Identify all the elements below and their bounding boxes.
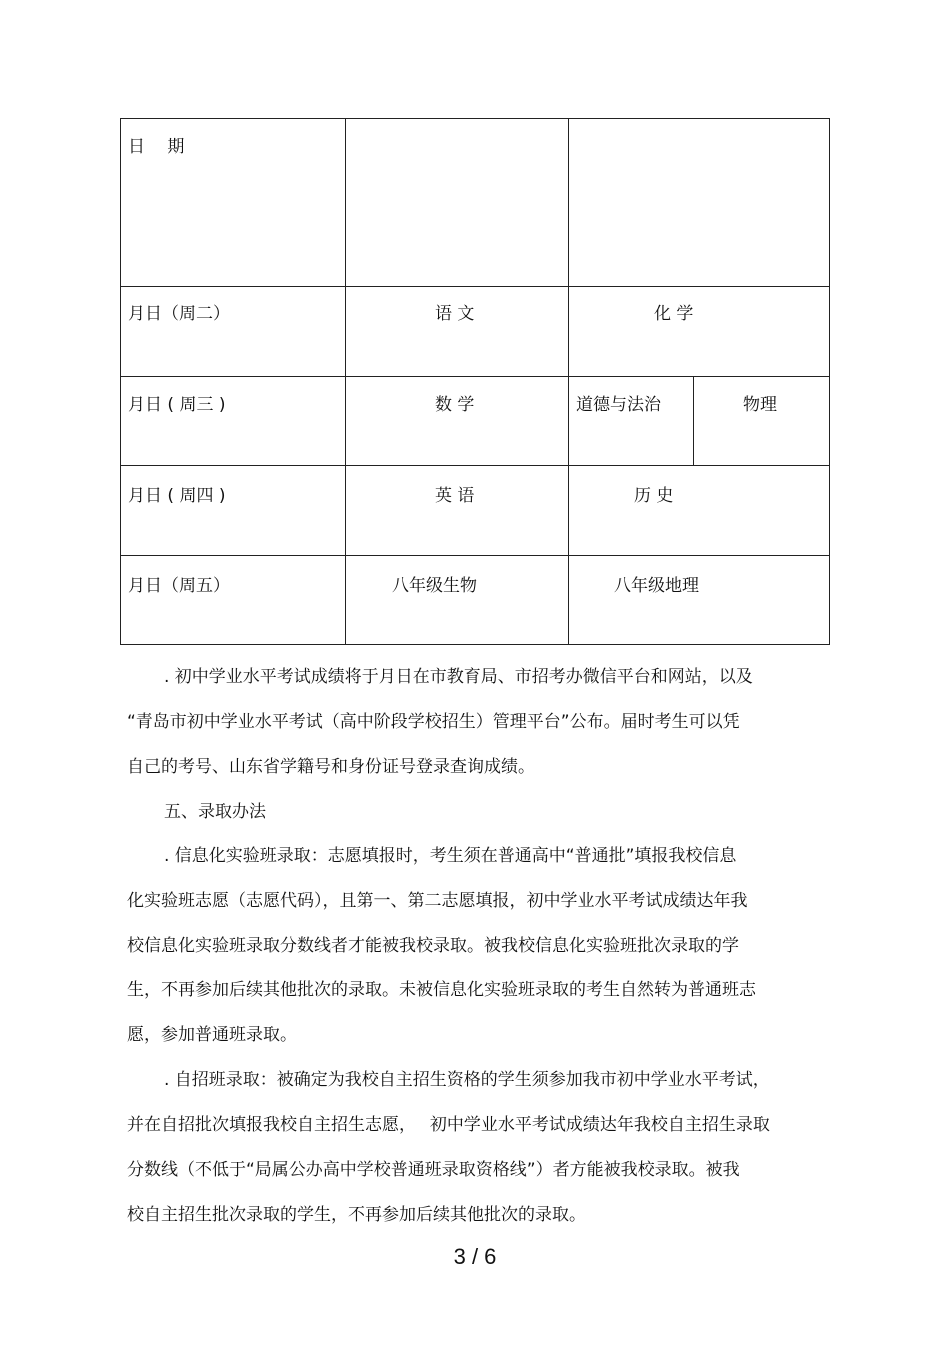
paragraph-score-release-line: “青岛市初中学业水平考试（高中阶段学校招生）管理平台”公布。届时考生可以凭: [127, 712, 740, 732]
table-cell-divider: [693, 376, 694, 466]
subject-physics: 物理: [743, 395, 777, 415]
table-border-bottom: [120, 644, 830, 645]
paragraph-it-class-line: 化实验班志愿（志愿代码），且第一、第二志愿填报，初中学业水平考试成绩达年我: [127, 891, 748, 911]
table-col-divider: [568, 118, 569, 645]
paragraph-self-enroll-line: 分数线（不低于“局属公办高中学校普通班录取资格线”）者方能被我校录取。被我: [127, 1160, 740, 1180]
row-date-thu: 月日 ( 周四 ): [128, 486, 226, 506]
paragraph-it-class-line: 愿，参加普通班录取。: [127, 1025, 297, 1045]
exam-schedule-table: [120, 118, 830, 645]
row-date-fri: 月日（周五）: [128, 576, 230, 596]
subject-chemistry: 化 学: [654, 304, 694, 324]
subject-history: 历 史: [634, 486, 674, 506]
paragraph-score-release-line: 自己的考号、山东省学籍号和身份证号登录查询成绩。: [127, 757, 535, 777]
paragraph-self-enroll-line: 校自主招生批次录取的学生，不再参加后续其他批次的录取。: [127, 1205, 586, 1225]
paragraph-it-class-line: 生，不再参加后续其他批次的录取。未被信息化实验班录取的考生自然转为普通班志: [127, 980, 756, 1000]
table-row-divider: [120, 555, 830, 556]
table-row-divider: [120, 286, 830, 287]
page-number: 3 / 6: [453, 1244, 497, 1269]
paragraph-self-enroll-line: 并在自招批次填报我校自主招生志愿， 初中学业水平考试成绩达年我校自主招生录取: [127, 1115, 770, 1135]
subject-chinese: 语 文: [435, 304, 475, 324]
row-date-tue: 月日（周二）: [128, 304, 230, 324]
table-border-right: [829, 118, 830, 645]
paragraph-self-enroll-line: . 自招班录取：被确定为我校自主招生资格的学生须参加我市初中学业水平考试，: [164, 1070, 770, 1090]
subject-morality-law: 道德与法治: [576, 395, 661, 415]
subject-english: 英 语: [435, 486, 475, 506]
table-col-divider: [345, 118, 346, 645]
table-border-left: [120, 118, 121, 645]
section-heading-admission: 五、录取办法: [164, 802, 266, 822]
subject-grade8-geography: 八年级地理: [614, 576, 699, 596]
subject-math: 数 学: [435, 395, 475, 415]
row-date-wed: 月日 ( 周三 ): [128, 395, 226, 415]
table-row-divider: [120, 465, 830, 466]
paragraph-it-class-line: 校信息化实验班录取分数线者才能被我校录取。被我校信息化实验班批次录取的学: [127, 936, 739, 956]
table-row-divider: [120, 376, 830, 377]
subject-grade8-biology: 八年级生物: [392, 576, 477, 596]
table-header-date: 日 期: [128, 137, 185, 157]
paragraph-it-class-line: . 信息化实验班录取：志愿填报时，考生须在普通高中“普通批”填报我校信息: [164, 846, 737, 866]
table-border-top: [120, 118, 830, 119]
paragraph-score-release-line: . 初中学业水平考试成绩将于月日在市教育局、市招考办微信平台和网站，以及: [164, 667, 753, 687]
